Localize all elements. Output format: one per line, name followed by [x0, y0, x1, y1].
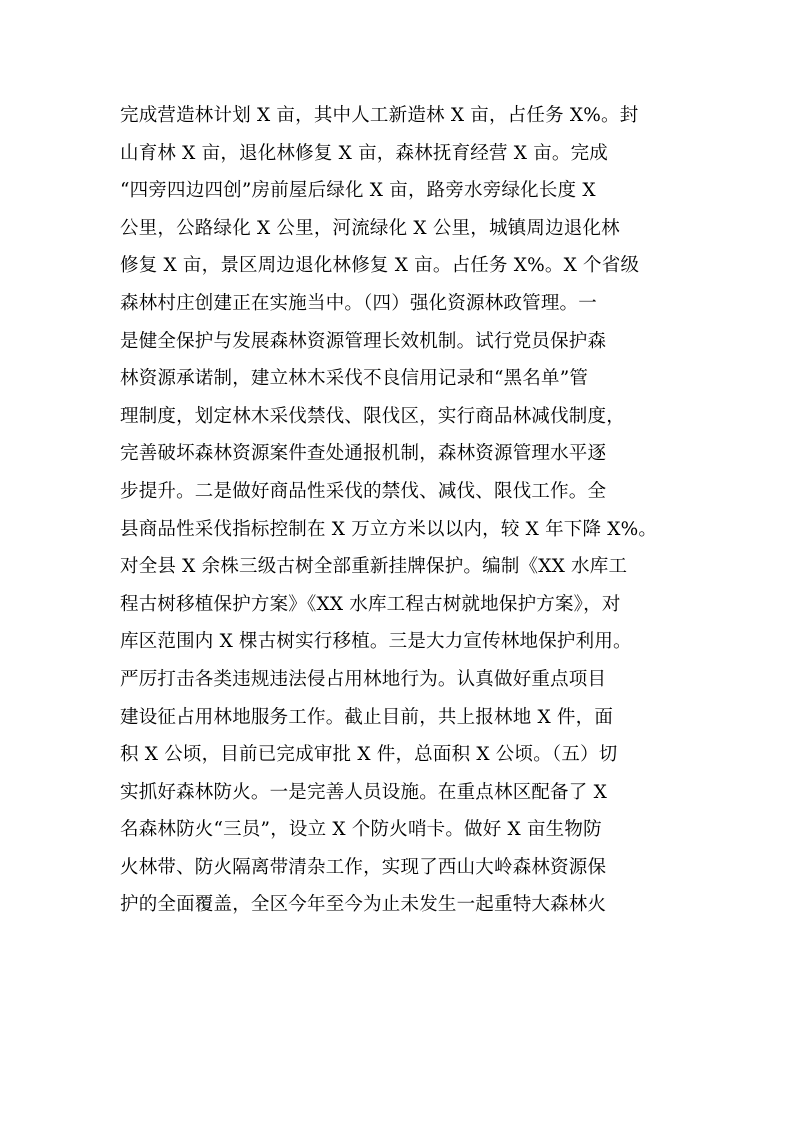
text-line: 森林村庄创建正在实施当中。（四）强化资源林政管理。一: [120, 292, 597, 314]
text-line: 程古树移植保护方案》《XX 水库工程古树就地保护方案》，对: [120, 593, 621, 615]
text-line: 完成营造林计划 X 亩，其中人工新造林 X 亩，占任务 X%。封: [120, 105, 639, 126]
text-line: 建设征占用林地服务工作。截止目前，共上报林地 X 件，面: [120, 706, 614, 728]
text-line: 步提升。二是做好商品性采伐的禁伐、减伐、限伐工作。全: [120, 480, 607, 502]
text-line: 实抓好森林防火。一是完善人员设施。在重点林区配备了 X: [120, 781, 607, 803]
text-line: 护的全面覆盖，全区今年至今为止未发生一起重特大森林火: [120, 894, 607, 916]
text-line: 名森林防火“三员”，设立 X 个防火哨卡。做好 X 亩生物防: [120, 819, 602, 841]
text-line: 库区范围内 X 棵古树实行移植。三是大力宣传林地保护利用。: [120, 631, 632, 653]
text-line: 公里，公路绿化 X 公里，河流绿化 X 公里，城镇周边退化林: [120, 217, 620, 239]
text-line: 火林带、防火隔离带清杂工作，实现了西山大岭森林资源保: [120, 856, 607, 878]
body-paragraph: [120, 97, 680, 924]
text-line: 山育林 X 亩，退化林修复 X 亩，森林抚育经营 X 亩。完成: [120, 142, 608, 164]
text-line: 修复 X 亩，景区周边退化林修复 X 亩。占任务 X%。X 个省级: [120, 255, 640, 277]
text-line: 对全县 X 余株三级古树全部重新挂牌保护。编制《XX 水库工: [120, 556, 628, 578]
text-line: 积 X 公顷，目前已完成审批 X 件，总面积 X 公顷。（五）切: [120, 744, 618, 766]
text-line: 严厉打击各类违规违法侵占用林地行为。认真做好重点项目: [120, 668, 607, 690]
text-line: “四旁四边四创”房前屋后绿化 X 亩，路旁水旁绿化长度 X: [120, 180, 596, 202]
text-line: 县商品性采伐指标控制在 X 万立方米以以内，较 X 年下降 X%。: [120, 518, 658, 540]
text-line: 林资源承诺制，建立林木采伐不良信用记录和“黑名单”管: [120, 368, 589, 390]
text-line: 是健全保护与发展森林资源管理长效机制。试行党员保护森: [120, 330, 607, 352]
text-line: 理制度，划定林木采伐禁伐、限伐区，实行商品林减伐制度，: [120, 405, 625, 427]
text-line: 完善破坏森林资源案件查处通报机制，森林资源管理水平逐: [120, 443, 607, 465]
